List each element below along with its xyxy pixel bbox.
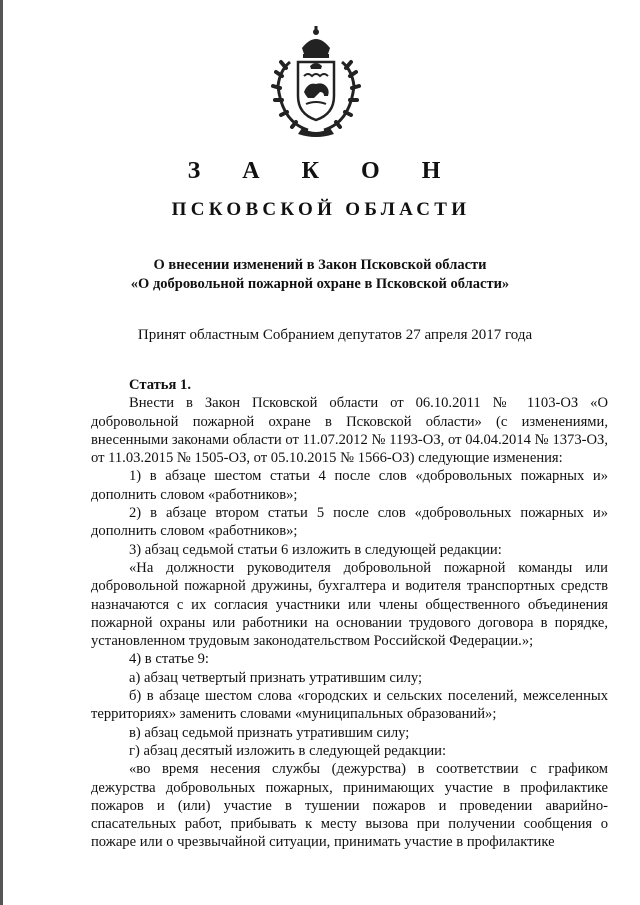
document-title: З А К О Н [187,158,459,184]
paragraph: 1) в абзаце шестом статьи 4 после слов «добровольных пожарных и» дополнить словом «работников»; [91,468,608,503]
paragraph: 4) в статье 9: [129,651,209,668]
paragraph: Внести в Закон Псковской области от 06.10.2011 № 1103-ОЗ «О добровольной пожарной охране в Псковской области» (с изменениями, внесенными законами области от 11.07.2012 № 1193-ОЗ, от 04.04.2014 № 1373-ОЗ, от 11.03.2015 № 1505-ОЗ, от 05.10.2015 № 1566-ОЗ) следующие изменения: [91,395,608,467]
paragraph: в) абзац седьмой признать утратившим силу; [129,724,410,741]
coat-of-arms-icon [268,26,364,138]
article-label: Статья 1. [129,377,191,393]
paragraph: г) абзац десятый изложить в следующей редакции: [129,742,447,759]
paragraph: 3) абзац седьмой статьи 6 изложить в следующей редакции: [129,541,502,558]
paragraph: «На должности руководителя добровольной пожарной команды или добровольной пожарной дружины, бухгалтера и водителя транспортных средств назначаются с их согласия участники или члены общественного объединения пожарной охраны или работники на основании трудового договора в порядке, установленном трудовым законодательством Российской Федерации.»; [91,559,608,650]
law-heading-line2: «О добровольной пожарной охране в Псковской области» [130,276,510,292]
document-body [91,376,608,852]
paragraph: а) абзац четвертый признать утратившим силу; [129,669,423,686]
adoption-note: Принят областным Собранием депутатов 27 апреля 2017 года [137,327,533,343]
paragraph: 2) в абзаце втором статьи 5 после слов «добровольных пожарных и» дополнить словом «работников»; [91,505,608,540]
page-edge [0,0,3,905]
document-subtitle: ПСКОВСКОЙ ОБЛАСТИ [171,199,471,220]
paragraph: б) в абзаце шестом слова «городских и сельских поселений, межселенных территориях» заменить словами «муниципальных образований»; [91,688,608,723]
paragraph: «во время несения службы (дежурства) в соответствии с графиком дежурства добровольных пожарных, принимающих участие в профилактике пожаров и (или) участие в тушении пожаров и проведении аварийно-спасательных работ, прибывать к месту вызова при получении сообщения о пожаре или о чрезвычайной ситуации, принимать участие в профилактике [91,761,608,851]
law-heading [0,256,640,294]
law-heading-line1: О внесении изменений в Закон Псковской области [153,257,487,273]
